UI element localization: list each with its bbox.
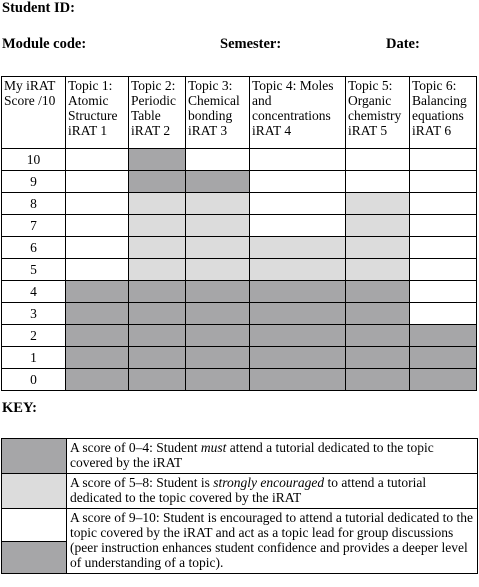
topic-5-score-cell <box>346 237 410 259</box>
student-id-label: Student ID: <box>2 0 75 16</box>
semester-label: Semester: <box>220 36 282 52</box>
topic-4-score-cell <box>250 303 346 325</box>
topic-6-header: Topic 6: Balancing equations iRAT 6 <box>410 77 477 149</box>
topic-2-score-cell <box>129 149 186 171</box>
topic-5-header: Topic 5: Organic chemistry iRAT 5 <box>346 77 410 149</box>
score-label: 3 <box>2 303 66 325</box>
topic-5-score-cell <box>346 347 410 369</box>
topic-1-score-cell <box>66 303 129 325</box>
topic-2-score-cell <box>129 281 186 303</box>
topic-6-score-cell <box>410 369 477 391</box>
key-swatch-white-dark <box>2 509 67 574</box>
topic-6-score-cell <box>410 281 477 303</box>
topic-2-score-cell <box>129 259 186 281</box>
score-label: 2 <box>2 325 66 347</box>
score-label: 1 <box>2 347 66 369</box>
topic-4-score-cell <box>250 215 346 237</box>
topic-5-score-cell <box>346 149 410 171</box>
topic-5-score-cell <box>346 171 410 193</box>
topic-6-score-cell <box>410 237 477 259</box>
topic-5-score-cell <box>346 259 410 281</box>
score-label: 9 <box>2 171 66 193</box>
topic-4-header: Topic 4: Moles and concentrations iRAT 4 <box>250 77 346 149</box>
score-row-0 <box>2 369 477 391</box>
topic-4-score-cell <box>250 281 346 303</box>
score-label: 4 <box>2 281 66 303</box>
score-label: 6 <box>2 237 66 259</box>
topic-2-score-cell <box>129 369 186 391</box>
topic-3-score-cell <box>186 215 250 237</box>
topic-1-score-cell <box>66 171 129 193</box>
date-label: Date: <box>386 36 420 52</box>
topic-3-score-cell <box>186 281 250 303</box>
topic-1-score-cell <box>66 347 129 369</box>
score-label: 0 <box>2 369 66 391</box>
score-row-1 <box>2 347 477 369</box>
topic-1-score-cell <box>66 215 129 237</box>
score-row-6 <box>2 237 477 259</box>
key-row-must <box>2 439 478 474</box>
topic-2-score-cell <box>129 193 186 215</box>
key-row-encouraged <box>2 474 478 509</box>
score-row-2 <box>2 325 477 347</box>
topic-2-score-cell <box>129 347 186 369</box>
topic-6-score-cell <box>410 193 477 215</box>
topic-3-score-cell <box>186 237 250 259</box>
key-swatch-light <box>2 474 67 509</box>
key-title: KEY: <box>2 400 37 416</box>
topic-4-score-cell <box>250 325 346 347</box>
topic-1-score-cell <box>66 369 129 391</box>
topic-6-score-cell <box>410 171 477 193</box>
topic-1-score-cell <box>66 259 129 281</box>
score-label: 10 <box>2 149 66 171</box>
topic-5-score-cell <box>346 215 410 237</box>
grid-header-row <box>2 77 477 149</box>
key-text-encouraged: A score of 5–8: Student is strongly encouraged to attend a tutorial dedicated to the topic covered by the iRAT <box>67 474 478 509</box>
topic-6-score-cell <box>410 149 477 171</box>
topic-3-score-cell <box>186 303 250 325</box>
topic-1-header: Topic 1: Atomic Structure iRAT 1 <box>66 77 129 149</box>
topic-2-score-cell <box>129 325 186 347</box>
score-label: 8 <box>2 193 66 215</box>
score-row-8 <box>2 193 477 215</box>
topic-3-score-cell <box>186 149 250 171</box>
topic-4-score-cell <box>250 149 346 171</box>
topic-4-score-cell <box>250 369 346 391</box>
topic-2-score-cell <box>129 237 186 259</box>
score-row-3 <box>2 303 477 325</box>
topic-2-score-cell <box>129 303 186 325</box>
key-text-lead: A score of 9–10: Student is encouraged to attend a tutorial dedicated to the topic covered by the iRAT and act as a topic lead for group discussions (peer instruction enhances student confidence and provides a deeper level of understanding of a topic). <box>67 509 478 574</box>
topic-2-header: Topic 2: Periodic Table iRAT 2 <box>129 77 186 149</box>
topic-3-score-cell <box>186 369 250 391</box>
key-row-lead <box>2 509 478 574</box>
topic-6-score-cell <box>410 347 477 369</box>
topic-1-score-cell <box>66 237 129 259</box>
topic-3-header: Topic 3: Chemical bonding iRAT 3 <box>186 77 250 149</box>
topic-5-score-cell <box>346 369 410 391</box>
key-text-must: A score of 0–4: Student must attend a tutorial dedicated to the topic covered by the iRAT <box>67 439 478 474</box>
topic-4-score-cell <box>250 171 346 193</box>
key-swatch-dark <box>2 439 67 474</box>
score-label: 5 <box>2 259 66 281</box>
topic-4-score-cell <box>250 237 346 259</box>
score-row-7 <box>2 215 477 237</box>
topic-4-score-cell <box>250 259 346 281</box>
topic-2-score-cell <box>129 215 186 237</box>
topic-4-score-cell <box>250 347 346 369</box>
topic-1-score-cell <box>66 325 129 347</box>
topic-1-score-cell <box>66 193 129 215</box>
topic-5-score-cell <box>346 193 410 215</box>
topic-3-score-cell <box>186 325 250 347</box>
score-row-5 <box>2 259 477 281</box>
topic-3-score-cell <box>186 193 250 215</box>
score-row-10 <box>2 149 477 171</box>
topic-4-score-cell <box>250 193 346 215</box>
topic-5-score-cell <box>346 325 410 347</box>
topic-6-score-cell <box>410 259 477 281</box>
irat-score-grid <box>1 76 477 391</box>
topic-3-score-cell <box>186 259 250 281</box>
score-row-9 <box>2 171 477 193</box>
topic-6-score-cell <box>410 215 477 237</box>
topic-1-score-cell <box>66 149 129 171</box>
topic-3-score-cell <box>186 347 250 369</box>
topic-5-score-cell <box>346 303 410 325</box>
topic-3-score-cell <box>186 171 250 193</box>
module-code-label: Module code: <box>2 36 87 52</box>
topic-1-score-cell <box>66 281 129 303</box>
topic-2-score-cell <box>129 171 186 193</box>
topic-5-score-cell <box>346 281 410 303</box>
score-column-header: My iRAT Score /10 <box>2 77 66 149</box>
score-label: 7 <box>2 215 66 237</box>
key-table <box>1 438 478 574</box>
topic-6-score-cell <box>410 303 477 325</box>
topic-6-score-cell <box>410 325 477 347</box>
score-row-4 <box>2 281 477 303</box>
